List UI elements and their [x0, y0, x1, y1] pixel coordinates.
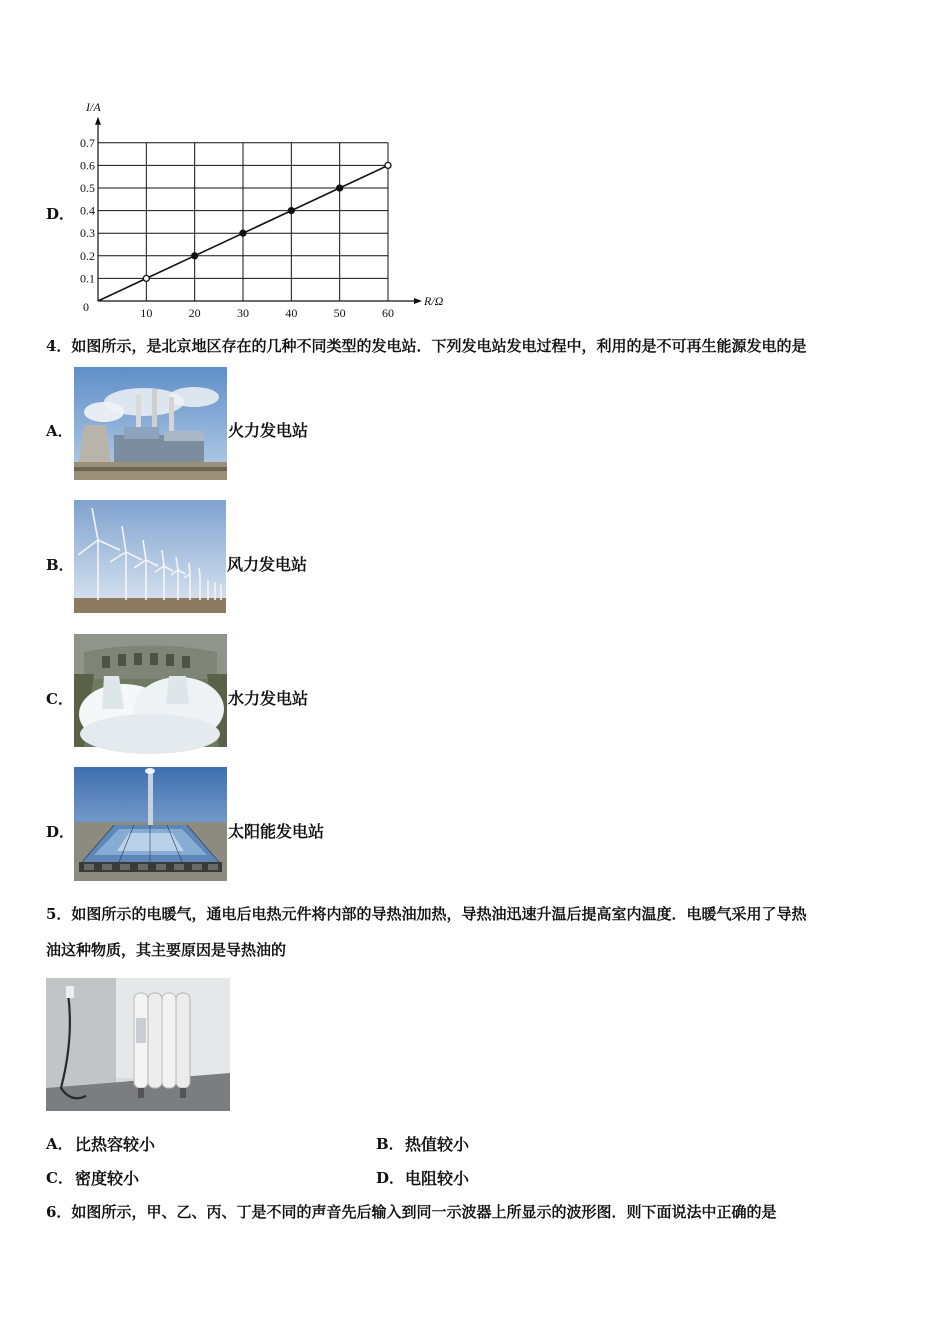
hydro-power-plant-image	[74, 634, 227, 747]
q5-option-d-letter: D．	[376, 1169, 405, 1187]
x-tick-label: 30	[237, 306, 249, 320]
y-tick-label: 0.6	[80, 158, 95, 173]
q5-option-a-text: 比热容较小	[75, 1135, 156, 1154]
q5-option-d-text: 电阻较小	[405, 1169, 470, 1188]
data-point	[143, 275, 149, 281]
q4-option-a-letter: A．	[46, 422, 73, 440]
q4-option-c-caption: 水力发电站	[228, 689, 309, 708]
y-tick-label: 0.2	[80, 248, 95, 263]
data-point	[240, 230, 246, 236]
y-tick-label: 0.7	[80, 135, 95, 150]
question-5-stem-line1: 5．如图所示的电暖气，通电后电热元件将内部的导热油加热，导热油迅速升温后提高室内温度．电暖气采用了导热	[46, 905, 807, 923]
data-point	[385, 162, 391, 168]
thermal-power-plant-image	[74, 367, 227, 480]
q5-option-b-letter: B．	[376, 1135, 404, 1153]
q4-option-a-caption: 火力发电站	[228, 421, 309, 440]
x-tick-label: 10	[140, 306, 153, 320]
x-axis-arrow	[414, 298, 422, 304]
q5-option-c-letter: C．	[46, 1169, 73, 1187]
question-4-stem: 4．如图所示，是北京地区存在的几种不同类型的发电站．下列发电站发电过程中，利用的是不可再生能源发电的是	[46, 337, 807, 355]
x-tick-label: 50	[333, 306, 346, 320]
y-axis-arrow	[95, 117, 101, 125]
y-tick-label: 0.1	[80, 271, 95, 286]
q4-option-b-caption: 风力发电站	[227, 555, 308, 574]
oil-heater-image	[46, 978, 230, 1111]
q4-option-d-caption: 太阳能发电站	[228, 822, 325, 841]
wind-power-plant-image	[74, 500, 226, 613]
x-tick-label: 20	[188, 306, 201, 320]
q5-option-c-text: 密度较小	[75, 1169, 140, 1188]
q4-option-b-letter: B．	[46, 556, 74, 574]
q4-option-c-letter: C．	[46, 690, 73, 708]
option-d-letter: D．	[46, 205, 75, 223]
question-5-stem-line2: 油这种物质，其主要原因是导热油的	[46, 941, 287, 959]
y-tick-label: 0.4	[80, 203, 95, 218]
current-resistance-chart	[60, 95, 444, 325]
data-point	[337, 185, 343, 191]
y-axis-label: I/A	[86, 99, 101, 114]
origin-label: 0	[83, 300, 89, 314]
x-tick-label: 60	[382, 306, 394, 320]
solar-power-plant-image	[74, 767, 227, 881]
y-tick-label: 0.5	[80, 181, 95, 195]
q4-option-d-letter: D．	[46, 823, 75, 841]
x-tick-label: 40	[285, 306, 298, 320]
question-6-stem: 6．如图所示，甲、乙、丙、丁是不同的声音先后输入到同一示波器上所显示的波形图．则下面说法中正确的是	[46, 1203, 777, 1221]
data-point	[288, 208, 294, 214]
q5-option-a-letter: A．	[46, 1135, 73, 1153]
y-tick-label: 0.3	[80, 226, 95, 241]
x-axis-label: R/Ω	[424, 294, 444, 308]
q5-option-b-text: 热值较小	[405, 1135, 470, 1154]
data-point	[192, 253, 198, 259]
